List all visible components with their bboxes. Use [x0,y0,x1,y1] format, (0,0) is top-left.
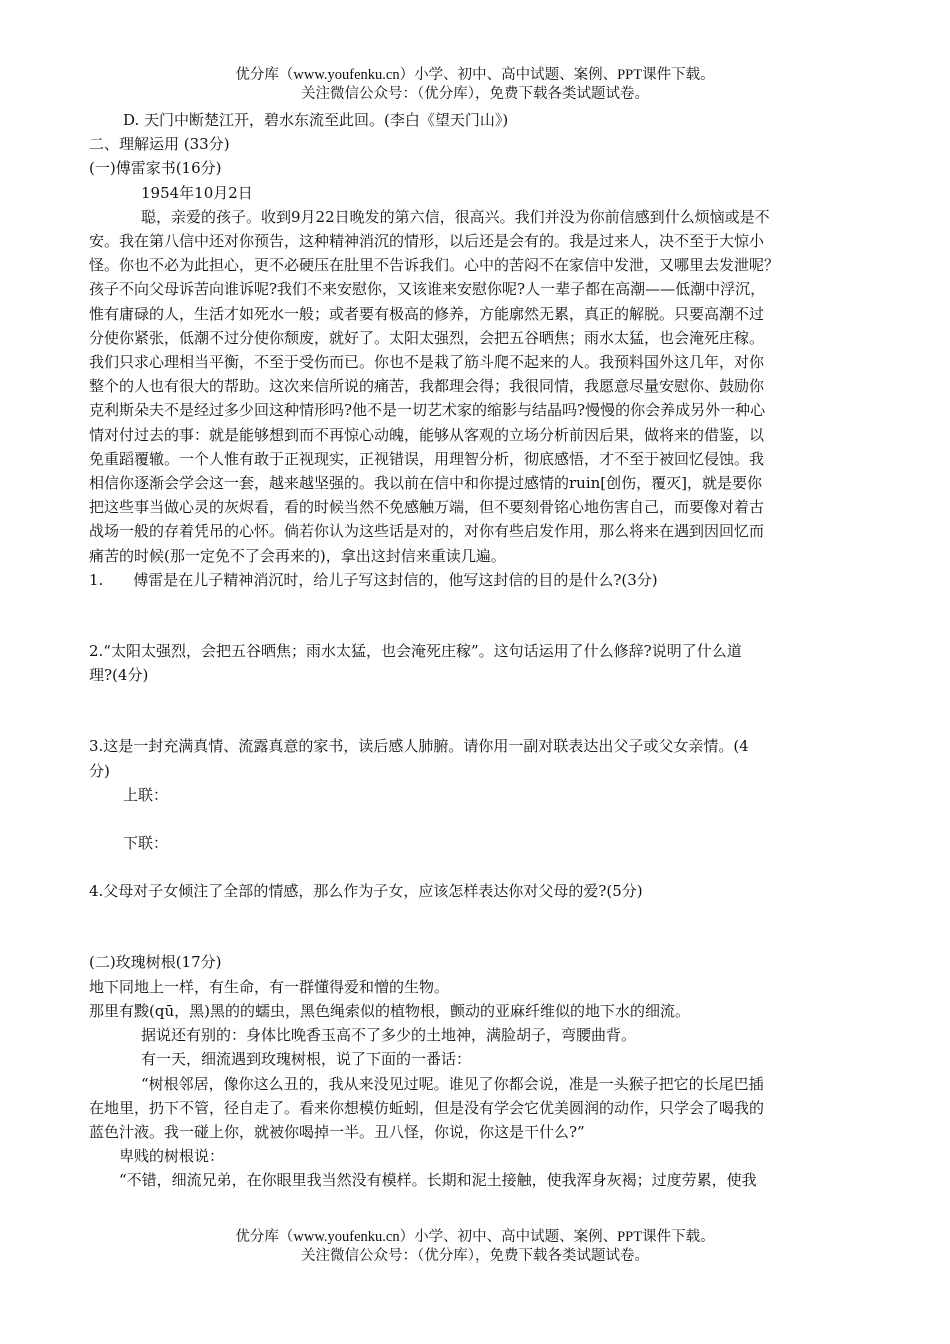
letter-body [89,205,861,568]
story-paragraph: 有一天，细流遇到玫瑰树根，说了下面的一番话： [141,1050,472,1069]
letter-line: 整个的人也有很大的帮助。这次来信所说的痛苦，我都理会得；我很同情，我愿意尽量安慰你、鼓励你 [89,377,765,396]
footer-line-1: 优分库（www.youfenku.cn）小学、初中、高中试题、案例、PPT课件下载。 [235,1229,715,1245]
answer-space [89,903,861,950]
answer-space [89,592,861,639]
story-line: 蓝色汁液。我一碰上你，就被你喝掉一半。丑八怪，你说，你这是干什么?” [89,1122,585,1141]
question-3-line-2: 分) [89,761,110,780]
answer-space [89,807,861,831]
page-header [0,66,950,104]
story-paragraph: “不错，细流兄弟，在你眼里我当然没有模样。长期和泥土接触，使我浑身灰褐；过度劳累，使我 [119,1171,757,1190]
letter-line: 相信你逐渐会学会这一套，越来越坚强的。我以前在信中和你提过感情的ruin[创伤，覆灭]，就是要你 [89,474,762,493]
letter-line: 克利斯朵夫不是经过多少回这种情形吗?他不是一切艺术家的缩影与结晶吗?慢慢的你会养成另外一种心 [89,401,766,420]
story-paragraph: 卑贱的树根说： [119,1147,225,1166]
lower-couplet-label: 下联： [123,834,169,853]
answer-space [89,687,861,734]
letter-date: 1954年10月2日 [141,183,253,202]
part1-title: (一)傅雷家书(16分) [89,159,222,178]
option-d: D. 天门中断楚江开，碧水东流至此回。(李白《望天门山》) [123,111,509,129]
story-line: “树根邻居，像你这么丑的，我从来没见过呢。谁见了你都会说，准是一头猴子把它的长尾巴插 [141,1074,764,1093]
story-line: 那里有黢(qū，黑)黑的的蠕虫，黑色绳索似的植物根，颤动的亚麻纤维似的地下水的细流。 [89,1001,690,1020]
section-title: 二、理解运用 (33分) [89,135,230,154]
letter-line: 怪。你也不必为此担心，更不必硬压在肚里不告诉我们。心中的苦闷不在家信中发泄，又哪里去发泄呢？ [89,256,780,275]
page-footer [0,1228,950,1266]
question-2-line-1: 2.“太阳太强烈，会把五谷晒焦；雨水太猛，也会淹死庄稼”。这句话运用了什么修辞?说明了什么道 [89,642,742,661]
header-line-1: 优分库（www.youfenku.cn）小学、初中、高中试题、案例、PPT课件下载。 [235,67,715,83]
document-body [89,108,861,1193]
story-paragraph: 据说还有别的：身体比晚香玉高不了多少的土地神，满脸胡子，弯腰曲背。 [141,1026,637,1045]
letter-line: 孩子不向父母诉苦向谁诉呢?我们不来安慰你，又该谁来安慰你呢?人一辈子都在高潮——低潮中浮沉， [89,280,766,299]
story-line: 地下同地上一样，有生命，有一群懂得爱和憎的生物。 [89,977,450,996]
letter-line: 聪，亲爱的孩子。收到9月22日晚发的第六信，很高兴。我们并没为你前信感到什么烦恼或是不 [141,207,770,226]
letter-line: 免重蹈覆辙。一个人惟有敢于正视现实，正视错误，用理智分析，彻底感悟，才不至于被回忆侵蚀。我 [89,449,765,468]
header-line-2: 关注微信公众号：（优分库），免费下载各类试题试卷。 [301,86,649,102]
letter-line: 分使你紧张，低潮不过分使你颓废，就好了。太阳太强烈，会把五谷晒焦；雨水太猛，也会淹死庄稼。 [89,328,765,347]
footer-line-2: 关注微信公众号：（优分库），免费下载各类试题试卷。 [301,1248,649,1264]
upper-couplet-label: 上联： [123,785,169,804]
letter-line: 把这些事当做心灵的灰烬看，看的时候当然不免感触万端，但不要刻骨铭心地伤害自己，而要像对着古 [89,498,765,517]
story-line: 在地里，扔下不管，径自走了。看来你想模仿蚯蚓，但是没有学会它优美圆润的动作，只学会了喝我的 [89,1098,765,1117]
letter-line: 战场一般的存着凭吊的心怀。倘若你认为这些话是对的，对你有些启发作用，那么将来在遇到因回忆而 [89,522,765,541]
question-2-line-2: 理?(4分) [89,666,149,685]
letter-line: 痛苦的时候(那一定免不了会再来的)，拿出这封信来重读几遍。 [89,546,506,565]
question-1: 1. 傅雷是在儿子精神消沉时，给儿子写这封信的，他写这封信的目的是什么?(3分) [89,570,658,589]
letter-line: 情对付过去的事：就是能够想到而不再惊心动魄，能够从客观的立场分析前因后果，做将来的借鉴，以 [89,425,765,444]
letter-line: 我们只求心理相当平衡，不至于受伤而已。你也不是栽了筋斗爬不起来的人。我预料国外这几年，对你 [89,353,765,372]
question-4: 4.父母对子女倾注了全部的情感，那么作为子女，应该怎样表达你对父母的爱?(5分) [89,882,643,901]
letter-line: 惟有庸碌的人，生活才如死水一般；或者要有极高的修养，方能廓然无累，真正的解脱。只要高潮不过 [89,304,765,323]
question-3-line-1: 3.这是一封充满真情、流露真意的家书，读后感人肺腑。请你用一副对联表达出父子或父女亲情。(4 [89,737,749,756]
answer-space [89,855,861,879]
letter-line: 安。我在第八信中还对你预告，这种精神消沉的情形，以后还是会有的。我是过来人，决不至于大惊小 [89,232,765,251]
part2-title: (二)玫瑰树根(17分) [89,953,222,972]
